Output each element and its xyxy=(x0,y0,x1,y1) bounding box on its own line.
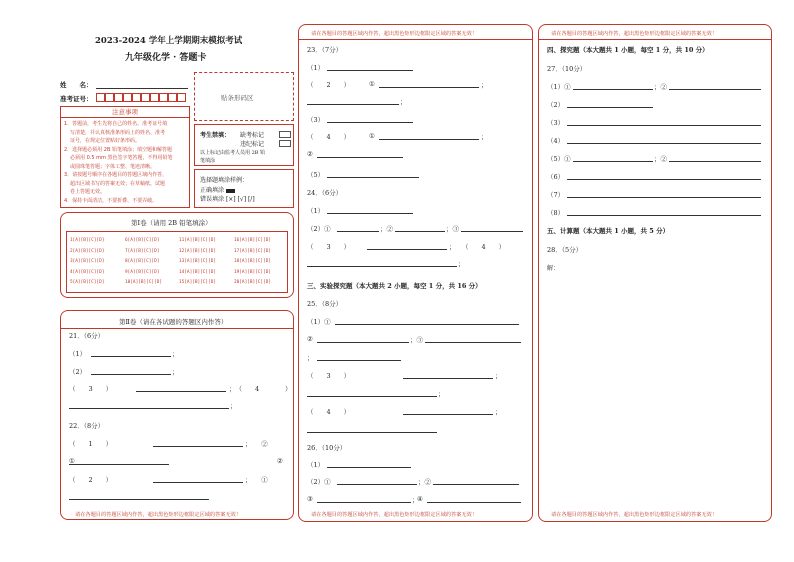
q22-part2-label: （ 2 ） xyxy=(69,476,113,484)
q27-part4-label: （4） xyxy=(547,137,565,145)
correct-fill-label: 正确填涂 xyxy=(200,187,225,194)
punct: ） xyxy=(285,385,292,393)
bubble-row[interactable]: 20[A][B][C][D] xyxy=(234,280,272,285)
answer-line[interactable] xyxy=(425,342,521,343)
answer-line[interactable] xyxy=(669,161,761,162)
exam-title: 2023-2024 学年上学期期末模拟考试 xyxy=(95,36,243,46)
bubble-row[interactable]: 19[A][B][C][D] xyxy=(234,269,272,275)
q21-heading: 21．（6分） xyxy=(69,332,105,340)
notice-item: 1．答题前，考生先将自己的姓名、准考证号填 xyxy=(64,121,168,127)
punct: ；② xyxy=(418,478,431,486)
q21-part3-label: （ 3 ） xyxy=(69,385,113,393)
status-note: 笔填涂 xyxy=(200,158,216,164)
exam-no-label: 准考证号： xyxy=(60,95,93,103)
notice-item: 写清楚，并认真核准条形码上的姓名、准考 xyxy=(70,129,166,136)
answer-line[interactable] xyxy=(567,143,761,144)
answer-line[interactable] xyxy=(573,161,653,162)
q27-part1-label: （1）① xyxy=(547,83,571,91)
name-line[interactable] xyxy=(96,88,188,89)
answer-line[interactable] xyxy=(427,502,521,503)
q23-part1-label: （1） xyxy=(307,64,325,72)
boundary-warning: 请在各题目的答题区域内作答，超出黑色矩形边框限定区域的答案无效！ xyxy=(551,512,718,518)
answer-line[interactable] xyxy=(567,215,761,216)
notice-item: 证号，在规定位置贴好条形码。 xyxy=(70,138,141,144)
boundary-warning: 请在各题目的答题区域内作答，超出黑色矩形边框限定区域的答案无效！ xyxy=(311,31,478,37)
answer-line[interactable] xyxy=(567,125,761,126)
answer-line[interactable] xyxy=(327,122,413,123)
q27-part7-label: （7） xyxy=(547,191,565,199)
answer-line[interactable] xyxy=(403,414,493,415)
answer-line[interactable] xyxy=(573,89,653,90)
exam-subtitle: 九年级化学 · 答题卡 xyxy=(125,53,207,63)
punct: ； xyxy=(307,354,314,362)
q25-part1-label: （1）① xyxy=(307,318,331,326)
notice-item: 或圆珠笔答题；字体工整、笔迹清晰。 xyxy=(70,163,156,170)
circle-3: ③ xyxy=(307,495,313,503)
status-box xyxy=(194,124,294,166)
notice-item: 卷上答题无效。 xyxy=(70,189,106,195)
exam-no-box[interactable] xyxy=(96,93,105,102)
answer-line[interactable] xyxy=(461,231,523,232)
q24-part3-label: （ 3 ） xyxy=(307,243,351,251)
answer-line[interactable] xyxy=(567,197,761,198)
exam-no-box[interactable] xyxy=(123,93,132,102)
answer-line[interactable] xyxy=(69,408,229,409)
punct: ； xyxy=(495,408,502,416)
answer-line[interactable] xyxy=(317,342,409,343)
bubble-row[interactable]: 14[A][B][C][D] xyxy=(179,269,217,275)
answer-line[interactable] xyxy=(337,231,379,232)
notice-item: 4．保持卡面清洁，不要折叠、不要弄破。 xyxy=(64,197,158,204)
answer-line[interactable] xyxy=(136,391,226,392)
bubble-row[interactable]: 1[A][B][C][D] xyxy=(70,238,105,243)
q25-heading: 25．（8分） xyxy=(307,300,343,308)
punct: ；③ xyxy=(410,336,423,344)
exam-no-box[interactable] xyxy=(141,93,150,102)
bubble-column xyxy=(234,236,271,289)
punct: ； xyxy=(172,368,179,376)
answer-line[interactable] xyxy=(307,396,437,397)
violation-mark-label: 违纪标记 xyxy=(240,141,265,148)
q23-part3-label: （3） xyxy=(307,116,325,124)
bubble-column xyxy=(125,236,162,289)
bubble-column xyxy=(179,236,216,289)
bubble-row[interactable]: 13[A][B][C][D] xyxy=(179,259,217,264)
q22-heading: 22．（8分） xyxy=(69,422,105,430)
punct: ； xyxy=(458,260,465,268)
q26-part2-label: （2）① xyxy=(307,478,331,486)
q24-heading: 24．（6分） xyxy=(307,189,343,197)
right-answer-panel xyxy=(538,24,772,522)
answer-line[interactable] xyxy=(91,356,171,357)
answer-line[interactable] xyxy=(307,104,399,105)
answer-line[interactable] xyxy=(153,446,243,447)
q27-part8-label: （8） xyxy=(547,209,565,217)
q21-part1-label: （1） xyxy=(69,350,87,358)
answer-line[interactable] xyxy=(307,266,457,267)
boundary-warning: 请在各题目的答题区域内作答，超出黑色矩形边框限定区域的答案无效！ xyxy=(75,512,242,518)
punct: ；② xyxy=(380,225,393,233)
punct: ； xyxy=(481,81,488,89)
q24-part4-label: ； （ 4 ） xyxy=(449,243,506,251)
answer-line[interactable] xyxy=(433,484,519,485)
exam-no-box[interactable] xyxy=(159,93,168,102)
answer-line[interactable] xyxy=(327,213,413,214)
q28-heading: 28．（5分） xyxy=(547,246,583,254)
punct: ； xyxy=(495,372,502,380)
answer-line[interactable] xyxy=(317,360,401,361)
correct-fill-swatch xyxy=(226,189,235,193)
part2-title: 第Ⅱ卷（请在各试题的答题区内作答） xyxy=(119,318,228,326)
bubble-row[interactable]: 15[A][B][C][D] xyxy=(179,280,217,285)
punct: ； xyxy=(438,390,445,398)
notice-item: 超出区域书写的答案无效；在草稿纸、试题 xyxy=(70,180,166,187)
punct: ；② xyxy=(654,83,667,91)
section4-title: 四、探究题（本大题共 1 小题，每空 1 分，共 10 分） xyxy=(547,46,709,54)
punct: ； ② xyxy=(245,440,268,448)
circle-2: ② xyxy=(277,457,283,465)
answer-line[interactable] xyxy=(403,378,493,379)
bubble-row[interactable]: 16[A][B][C][D] xyxy=(234,238,272,243)
q23-part5-label: （5） xyxy=(307,171,325,179)
bubble-row[interactable]: 11[A][B][C][D] xyxy=(179,238,217,243)
q27-part3-label: （3） xyxy=(547,119,565,127)
answer-line[interactable] xyxy=(317,157,403,158)
violation-mark-box[interactable] xyxy=(279,140,291,147)
barcode-label: 贴条形码区 xyxy=(221,94,254,102)
punct: ； xyxy=(481,133,488,141)
wrong-fill-marks: [×] [√] [/] xyxy=(225,196,255,203)
bubble-row[interactable]: 9[A][B][C][D] xyxy=(125,269,160,275)
q25-part4-label: （ 4 ） xyxy=(307,408,351,416)
notice-item: 3．请按题号顺序在各题目的答题区域内作答， xyxy=(64,172,168,178)
answer-line[interactable] xyxy=(69,464,169,465)
circle-1: ① xyxy=(369,80,375,88)
answer-line[interactable] xyxy=(327,467,411,468)
q27-part6-label: （6） xyxy=(547,173,565,181)
absent-mark-label: 缺考标记 xyxy=(240,132,265,139)
answer-line[interactable] xyxy=(327,177,419,178)
q27-heading: 27．（10分） xyxy=(547,65,587,73)
answer-line[interactable] xyxy=(567,179,761,180)
exam-no-box[interactable] xyxy=(177,93,186,102)
notice-title: 注意事项 xyxy=(61,107,189,118)
bubble-row[interactable]: 5[A][B][C][D] xyxy=(70,280,105,285)
name-label: 姓 名： xyxy=(60,81,93,89)
bubble-row[interactable]: 12[A][B][C][D] xyxy=(179,248,217,254)
q28-answer-area[interactable] xyxy=(547,273,763,503)
exam-no-box[interactable] xyxy=(132,93,141,102)
q24-part1-label: （1） xyxy=(307,207,325,215)
middle-answer-panel xyxy=(298,24,533,522)
circle-1: ① xyxy=(69,457,75,465)
answer-line[interactable] xyxy=(367,249,447,250)
notice-item: 必须用 0.5 mm 黑色签字笔答题，不得用铅笔 xyxy=(70,155,173,161)
wrong-fill-label: 错误填涂 xyxy=(200,196,225,203)
part1-section xyxy=(60,212,294,298)
q23-heading: 23．（7分） xyxy=(307,46,343,54)
bubble-row[interactable]: 3[A][B][C][D] xyxy=(70,259,105,264)
answer-line[interactable] xyxy=(307,432,437,433)
answer-line[interactable] xyxy=(69,499,209,500)
boundary-warning: 请在各题目的答题区域内作答，超出黑色矩形边框限定区域的答案无效！ xyxy=(311,512,478,518)
punct: ； xyxy=(172,350,179,358)
notice-item: 2．选择题必须用 2B 铅笔填涂；填空题和解答题 xyxy=(64,146,172,153)
answer-line[interactable] xyxy=(91,374,171,375)
status-note: 以上标记由监考人员用 2B 铅 xyxy=(200,150,266,156)
q27-part5-label: （5）① xyxy=(547,155,571,163)
q26-heading: 26．（10分） xyxy=(307,444,347,452)
bubble-row[interactable]: 10[A][B][C][D] xyxy=(125,280,163,285)
q28-answer-start: 解： xyxy=(547,265,560,272)
absent-mark-box[interactable] xyxy=(279,131,291,138)
part1-title: 第Ⅰ卷（请用 2B 铅笔填涂） xyxy=(131,219,212,227)
bubble-row[interactable]: 18[A][B][C][D] xyxy=(234,259,272,264)
status-label: 考生禁填： xyxy=(200,132,231,139)
bubble-column xyxy=(70,236,104,289)
q24-part2-label: （2）① xyxy=(307,225,331,233)
q21-part2-label: （2） xyxy=(69,368,87,376)
exam-no-box[interactable] xyxy=(114,93,123,102)
answer-line[interactable] xyxy=(669,89,761,90)
answer-line[interactable] xyxy=(153,482,243,483)
punct: ；③ xyxy=(446,225,459,233)
sample-title: 选择题填涂样例： xyxy=(200,177,249,184)
punct: ； xyxy=(412,496,419,504)
q22-part1-label: （ 1 ） xyxy=(69,440,113,448)
answer-line[interactable] xyxy=(567,107,653,108)
bubble-row[interactable]: 7[A][B][C][D] xyxy=(125,248,160,254)
punct: ； xyxy=(230,402,237,410)
answer-line[interactable] xyxy=(379,139,479,140)
section5-title: 五、计算题（本大题共 1 小题，共 5 分） xyxy=(547,227,670,235)
answer-line[interactable] xyxy=(337,484,417,485)
answer-line[interactable] xyxy=(327,70,413,71)
q21-part4-label: ； （ 4 xyxy=(229,385,260,393)
punct: ； ① xyxy=(245,476,268,484)
answer-line[interactable] xyxy=(335,324,519,325)
section3-title: 三、实验探究题（本大题共 2 小题，每空 1 分，共 16 分） xyxy=(307,282,482,290)
bubble-row[interactable]: 6[A][B][C][D] xyxy=(125,238,160,243)
circle-2: ② xyxy=(307,150,313,158)
circle-4: ④ xyxy=(417,495,423,503)
punct: ；② xyxy=(654,155,667,163)
answer-line[interactable] xyxy=(317,502,411,503)
notice-box xyxy=(60,106,190,208)
q26-part1-label: （1） xyxy=(307,461,325,469)
bubble-row[interactable]: 17[A][B][C][D] xyxy=(234,248,272,254)
bubble-grid xyxy=(66,231,288,293)
punct: ； xyxy=(400,98,407,106)
circle-1: ① xyxy=(369,132,375,140)
q25-part3-label: （ 3 ） xyxy=(307,372,351,380)
bubble-row[interactable]: 8[A][B][C][D] xyxy=(125,259,160,264)
q27-part2-label: （2） xyxy=(547,101,565,109)
bubble-row[interactable]: 4[A][B][C][D] xyxy=(70,269,105,275)
q23-part2-label: （ 2 ） xyxy=(307,81,351,89)
q23-part4-label: （ 4 ） xyxy=(307,133,351,141)
answer-line[interactable] xyxy=(379,87,479,88)
exam-no-box[interactable] xyxy=(105,93,114,102)
part2-section xyxy=(60,310,294,520)
boundary-warning: 请在各题目的答题区域内作答，超出黑色矩形边框限定区域的答案无效！ xyxy=(551,31,718,37)
exam-no-box[interactable] xyxy=(150,93,159,102)
answer-line[interactable] xyxy=(395,231,445,232)
circle-2: ② xyxy=(307,335,313,343)
exam-no-box[interactable] xyxy=(168,93,177,102)
barcode-area xyxy=(194,72,294,121)
bubble-row[interactable]: 2[A][B][C][D] xyxy=(70,248,105,254)
sample-box xyxy=(194,169,294,208)
